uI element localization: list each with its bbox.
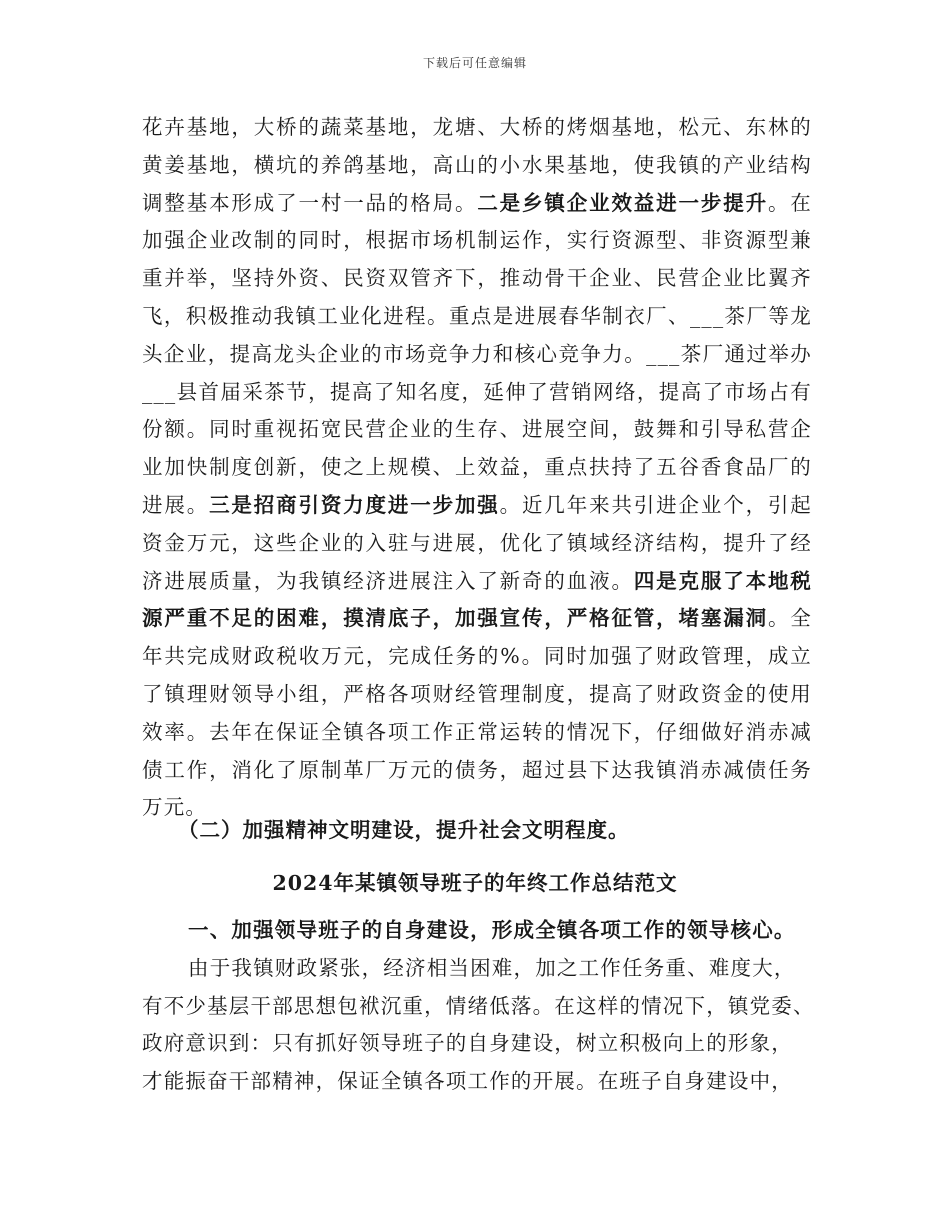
page-header: 下载后可任意编辑 xyxy=(422,56,527,70)
paragraph-line: 由于我镇财政紧张，经济相当困难，加之工作任务重、难度大， xyxy=(188,956,796,980)
document-title: 2024年某镇领导班子的年终工作总结范文 xyxy=(272,871,678,895)
paragraph-line: 有不少基层干部思想包袱沉重，情绪低落。在这样的情况下，镇党委、 xyxy=(142,993,815,1018)
paragraph-text: 。在加强企业改制的同时，根据市场机制运作，实行资源型、非资源型兼重并举，坚持外资、民资双管齐下，推动骨干企业、民营企业比翼齐飞，积极推动我镇工业化进程。重点是进展春华制衣厂、___茶厂等龙头企业，提高龙头企业的市场竞争力和核心竞争力。___茶厂通过举办___县首届采茶节，提高了知名度，延伸了营销网络，提高了市场占有份额。同时重视拓宽民营企业的生存、进展空间，鼓舞和引导私营企业加快制度创新，使之上规模、上效益，重点扶持了五谷香食品厂的进展。 xyxy=(142,190,812,517)
paragraph-text: 。全年共完成财政税收万元，完成任务的%。同时加强了财政管理，成立了镇理财领导小组，严格各项财经管理制度，提高了财政资金的使用效率。去年在保证全镇各项工作正常运转的情况下，仔细做好消赤减债工作，消化了原制革厂万元的债务，超过县下达我镇消赤减债任务万元。 xyxy=(142,606,812,820)
paragraph-text: 花卉基地，大桥的蔬菜基地，龙塘、大桥的烤烟基地，松元、东林的黄姜基地，横坑的养鸽基地，高山的小水果基地，使我镇的产业结构调整基本形成了一村一品的格局。 xyxy=(142,115,812,215)
body-paragraph xyxy=(142,109,812,827)
section-heading: 一、加强领导班子的自身建设，形成全镇各项工作的领导核心。 xyxy=(188,918,796,942)
bold-point-three: 三是招商引资力度进一步加强 xyxy=(209,492,500,517)
sub-heading: （二）加强精神文明建设，提升社会文明程度。 xyxy=(178,818,630,842)
paragraph-line: 政府意识到：只有抓好领导班子的自身建设，树立积极向上的形象， xyxy=(142,1031,793,1055)
paragraph-line: 才能振奋干部精神，保证全镇各项工作的开展。在班子自身建设中， xyxy=(142,1068,793,1093)
bold-point-four: 四是克服了本地税源严重不足的困难，摸清底子，加强宣传，严格征管，堵塞漏洞 xyxy=(142,568,812,631)
bold-point-two: 二是乡镇企业效益进一步提升 xyxy=(477,190,768,215)
paragraph-text: 。近几年来共引进企业个，引起资金万元，这些企业的入驻与进展，优化了镇域经济结构，提升了经济进展质量，为我镇经济进展注入了新奇的血液。 xyxy=(142,492,812,593)
body-paragraph-2 xyxy=(142,950,822,1100)
